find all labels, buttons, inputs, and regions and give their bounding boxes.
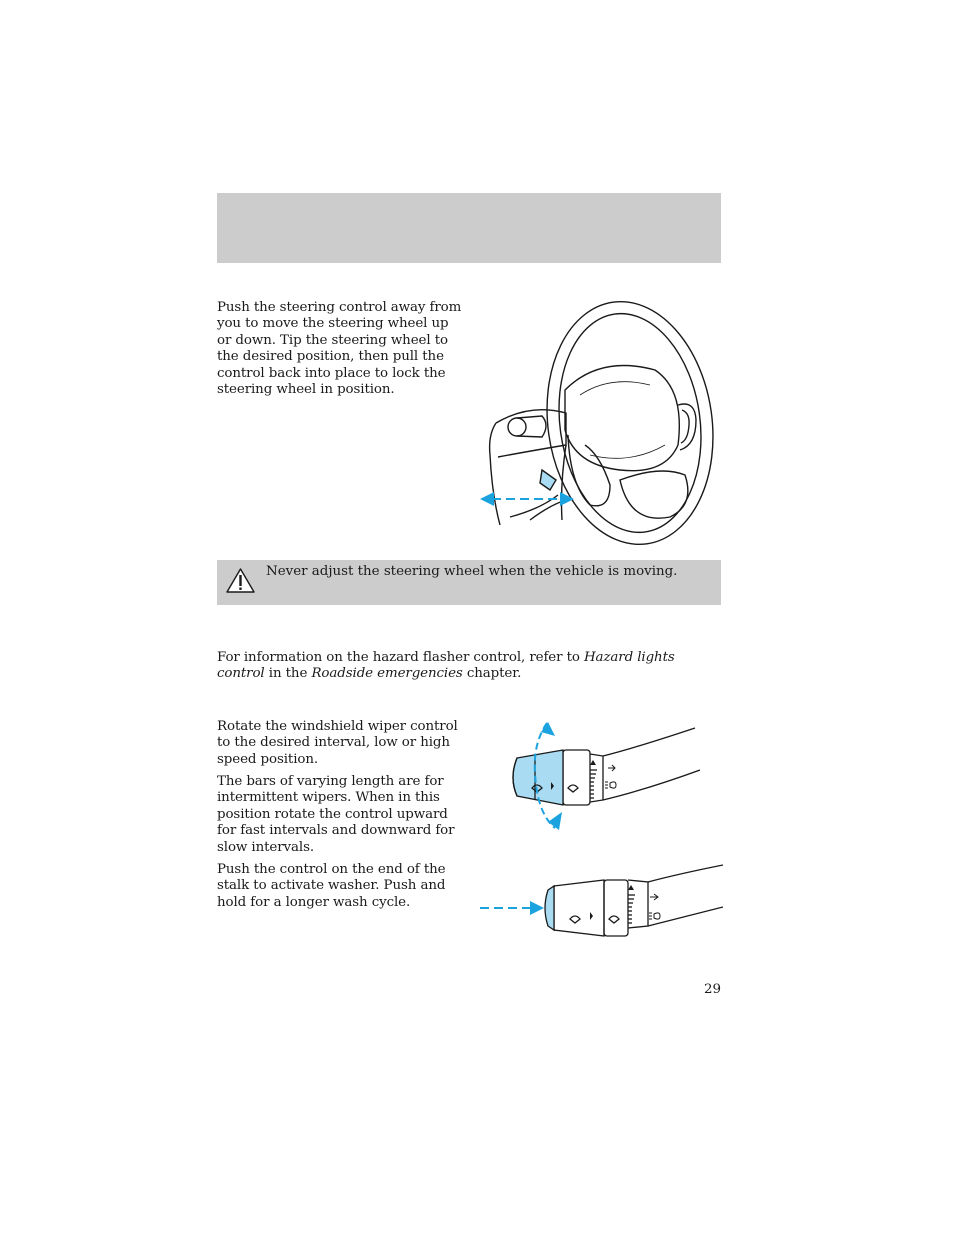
roadside-emergencies-reference: Roadside emergencies (311, 666, 463, 682)
wiper-bars-instructions (217, 774, 454, 856)
text-line: speed position. (217, 751, 319, 767)
control-reference: control (217, 666, 265, 682)
section-header-band (217, 193, 721, 263)
text-line: position rotate the control upward (217, 806, 448, 822)
text-line: hold for a longer wash cycle. (217, 894, 411, 910)
warning-triangle-icon (225, 567, 256, 594)
text-line: Push the steering control away from (217, 300, 462, 315)
hazard-line-1 (217, 650, 675, 666)
text-line: to the desired interval, low or high (217, 735, 450, 751)
text-line: or down. Tip the steering wheel to (217, 332, 448, 348)
text-line: intermittent wipers. When in this (217, 790, 440, 806)
text-span: For information on the hazard flasher control, refer to (217, 650, 584, 665)
text-line: Rotate the windshield wiper control (217, 719, 458, 734)
text-line: slow intervals. (217, 839, 315, 855)
text-line: The bars of varying length are for (217, 774, 444, 789)
page-number: 29 (703, 982, 721, 997)
hazard-line-2 (217, 666, 675, 682)
steering-instructions (217, 300, 461, 398)
wiper-stalk-push-illustration (478, 862, 723, 942)
text-span: in the (264, 666, 312, 682)
washer-instructions (217, 862, 445, 911)
text-line: for fast intervals and downward for (217, 823, 455, 839)
text-line: steering wheel in position. (217, 382, 395, 398)
steering-wheel-tilt-illustration (470, 295, 725, 553)
hazard-info (217, 650, 675, 683)
warning-text: Never adjust the steering wheel when the vehicle is moving. (266, 564, 678, 579)
text-line: Push the control on the end of the (217, 862, 446, 877)
text-line: the desired position, then pull the (217, 349, 444, 365)
text-line: stalk to activate washer. Push and (217, 878, 446, 894)
wiper-stalk-rotate-illustration (495, 718, 700, 838)
text-line: control back into place to lock the (217, 365, 446, 381)
text-line: you to move the steering wheel up (217, 316, 449, 332)
hazard-lights-reference: Hazard lights (583, 650, 675, 665)
warning-callout (217, 560, 721, 605)
wiper-rotate-instructions (217, 719, 458, 768)
text-span: chapter. (462, 666, 522, 682)
